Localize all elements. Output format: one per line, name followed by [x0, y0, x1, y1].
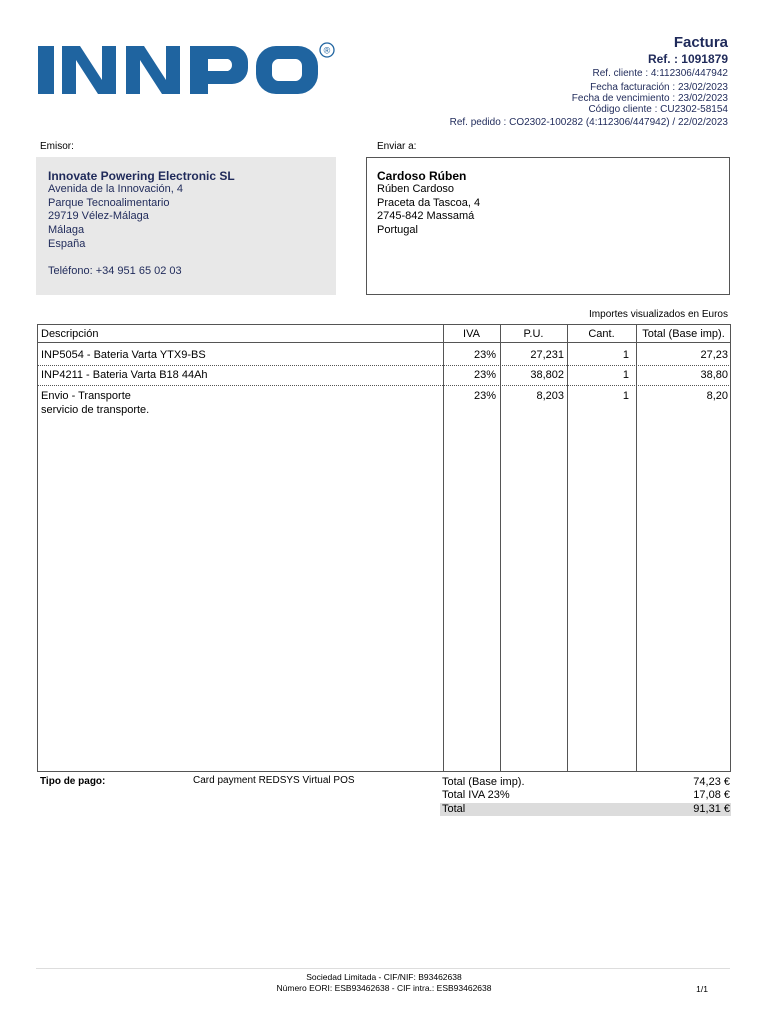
sender-address-line: Parque Tecnoalimentario — [48, 196, 170, 209]
currency-note: Importes visualizados en Euros — [589, 309, 728, 320]
recipient-label: Enviar a: — [377, 141, 417, 152]
due-date: Fecha de vencimiento : 23/02/2023 — [571, 93, 728, 104]
recipient-name: Cardoso Rúben — [377, 169, 467, 183]
table-row-description: INP5054 - Bateria Varta YTX9-BS — [41, 349, 206, 361]
column-header-qty: Cant. — [588, 328, 615, 340]
sender-address-line: 29719 Vélez-Málaga — [48, 210, 149, 223]
total-base-value: 74,23 € — [693, 776, 730, 788]
order-ref: Ref. pedido : CO2302-100282 (4:112306/447942) / 22/02/2023 — [449, 117, 728, 128]
table-row-unit-price: 8,203 — [536, 390, 564, 402]
sender-address — [48, 183, 183, 252]
table-row-unit-price: 38,802 — [530, 369, 564, 381]
footer-company-info: Sociedad Limitada - CIF/NIF: B93462638 — [306, 972, 462, 982]
table-row-vat: 23% — [473, 390, 496, 402]
header-divider — [37, 342, 731, 343]
table-row-qty: 1 — [622, 369, 629, 381]
client-code: Código cliente : CU2302-58154 — [588, 104, 728, 115]
company-logo — [36, 40, 336, 100]
table-row-description: Envio - Transporte — [41, 390, 131, 402]
total-vat-label: Total IVA 23% — [442, 789, 510, 801]
table-row-unit-price: 27,231 — [530, 349, 564, 361]
registered-mark: ® — [323, 45, 331, 56]
table-row-subdescription: servicio de transporte. — [41, 404, 150, 416]
payment-type-value: Card payment REDSYS Virtual POS — [193, 775, 355, 786]
invoice-date: Fecha facturación : 23/02/2023 — [590, 82, 728, 93]
footer-divider — [36, 968, 730, 969]
grand-total-label: Total — [442, 803, 466, 815]
table-row-vat: 23% — [473, 369, 496, 381]
sender-address-line: España — [48, 237, 86, 250]
table-row-total: 8,20 — [706, 390, 728, 402]
sender-label: Emisor: — [40, 141, 74, 152]
grand-total-value: 91,31 € — [693, 803, 730, 815]
document-title: Factura — [673, 34, 728, 51]
total-vat-value: 17,08 € — [693, 789, 730, 801]
column-header-vat: IVA — [463, 328, 480, 340]
column-header-unit-price: P.U. — [523, 328, 544, 340]
client-ref: Ref. cliente : 4:112306/447942 — [592, 68, 728, 79]
sender-address-line: Avenida de la Innovación, 4 — [48, 183, 183, 195]
total-highlight — [440, 803, 731, 816]
column-header-description: Descripción — [41, 328, 99, 340]
recipient-address-line: 2745-842 Massamá — [377, 210, 475, 223]
row-divider — [37, 385, 731, 386]
sender-phone: Teléfono: +34 951 65 02 03 — [48, 265, 182, 277]
footer-tax-ids: Número EORI: ESB93462638 - CIF intra.: ESB93462638 — [276, 983, 492, 993]
table-row-vat: 23% — [473, 349, 496, 361]
row-divider — [37, 365, 731, 366]
table-row-total: 38,80 — [700, 369, 728, 381]
table-row-description: INP4211 - Bateria Varta B18 44Ah — [41, 369, 208, 381]
total-base-label: Total (Base imp). — [442, 776, 525, 788]
logo-text: INNPO — [36, 40, 40, 41]
column-header-total: Total (Base imp). — [642, 328, 725, 340]
payment-type-label: Tipo de pago: — [40, 776, 106, 787]
table-row-qty: 1 — [622, 390, 629, 402]
recipient-address-line: Rúben Cardoso — [377, 183, 455, 195]
table-row-qty: 1 — [622, 349, 629, 361]
sender-address-line: Málaga — [48, 224, 85, 237]
recipient-address — [377, 183, 480, 238]
table-row-total: 27,23 — [700, 349, 728, 361]
sender-name: Innovate Powering Electronic SL — [48, 169, 235, 183]
page-number: 1/1 — [696, 984, 708, 994]
recipient-address-line: Praceta da Tascoa, 4 — [377, 196, 481, 209]
invoice-ref: Ref. : 1091879 — [647, 52, 728, 66]
recipient-address-line: Portugal — [377, 224, 418, 237]
